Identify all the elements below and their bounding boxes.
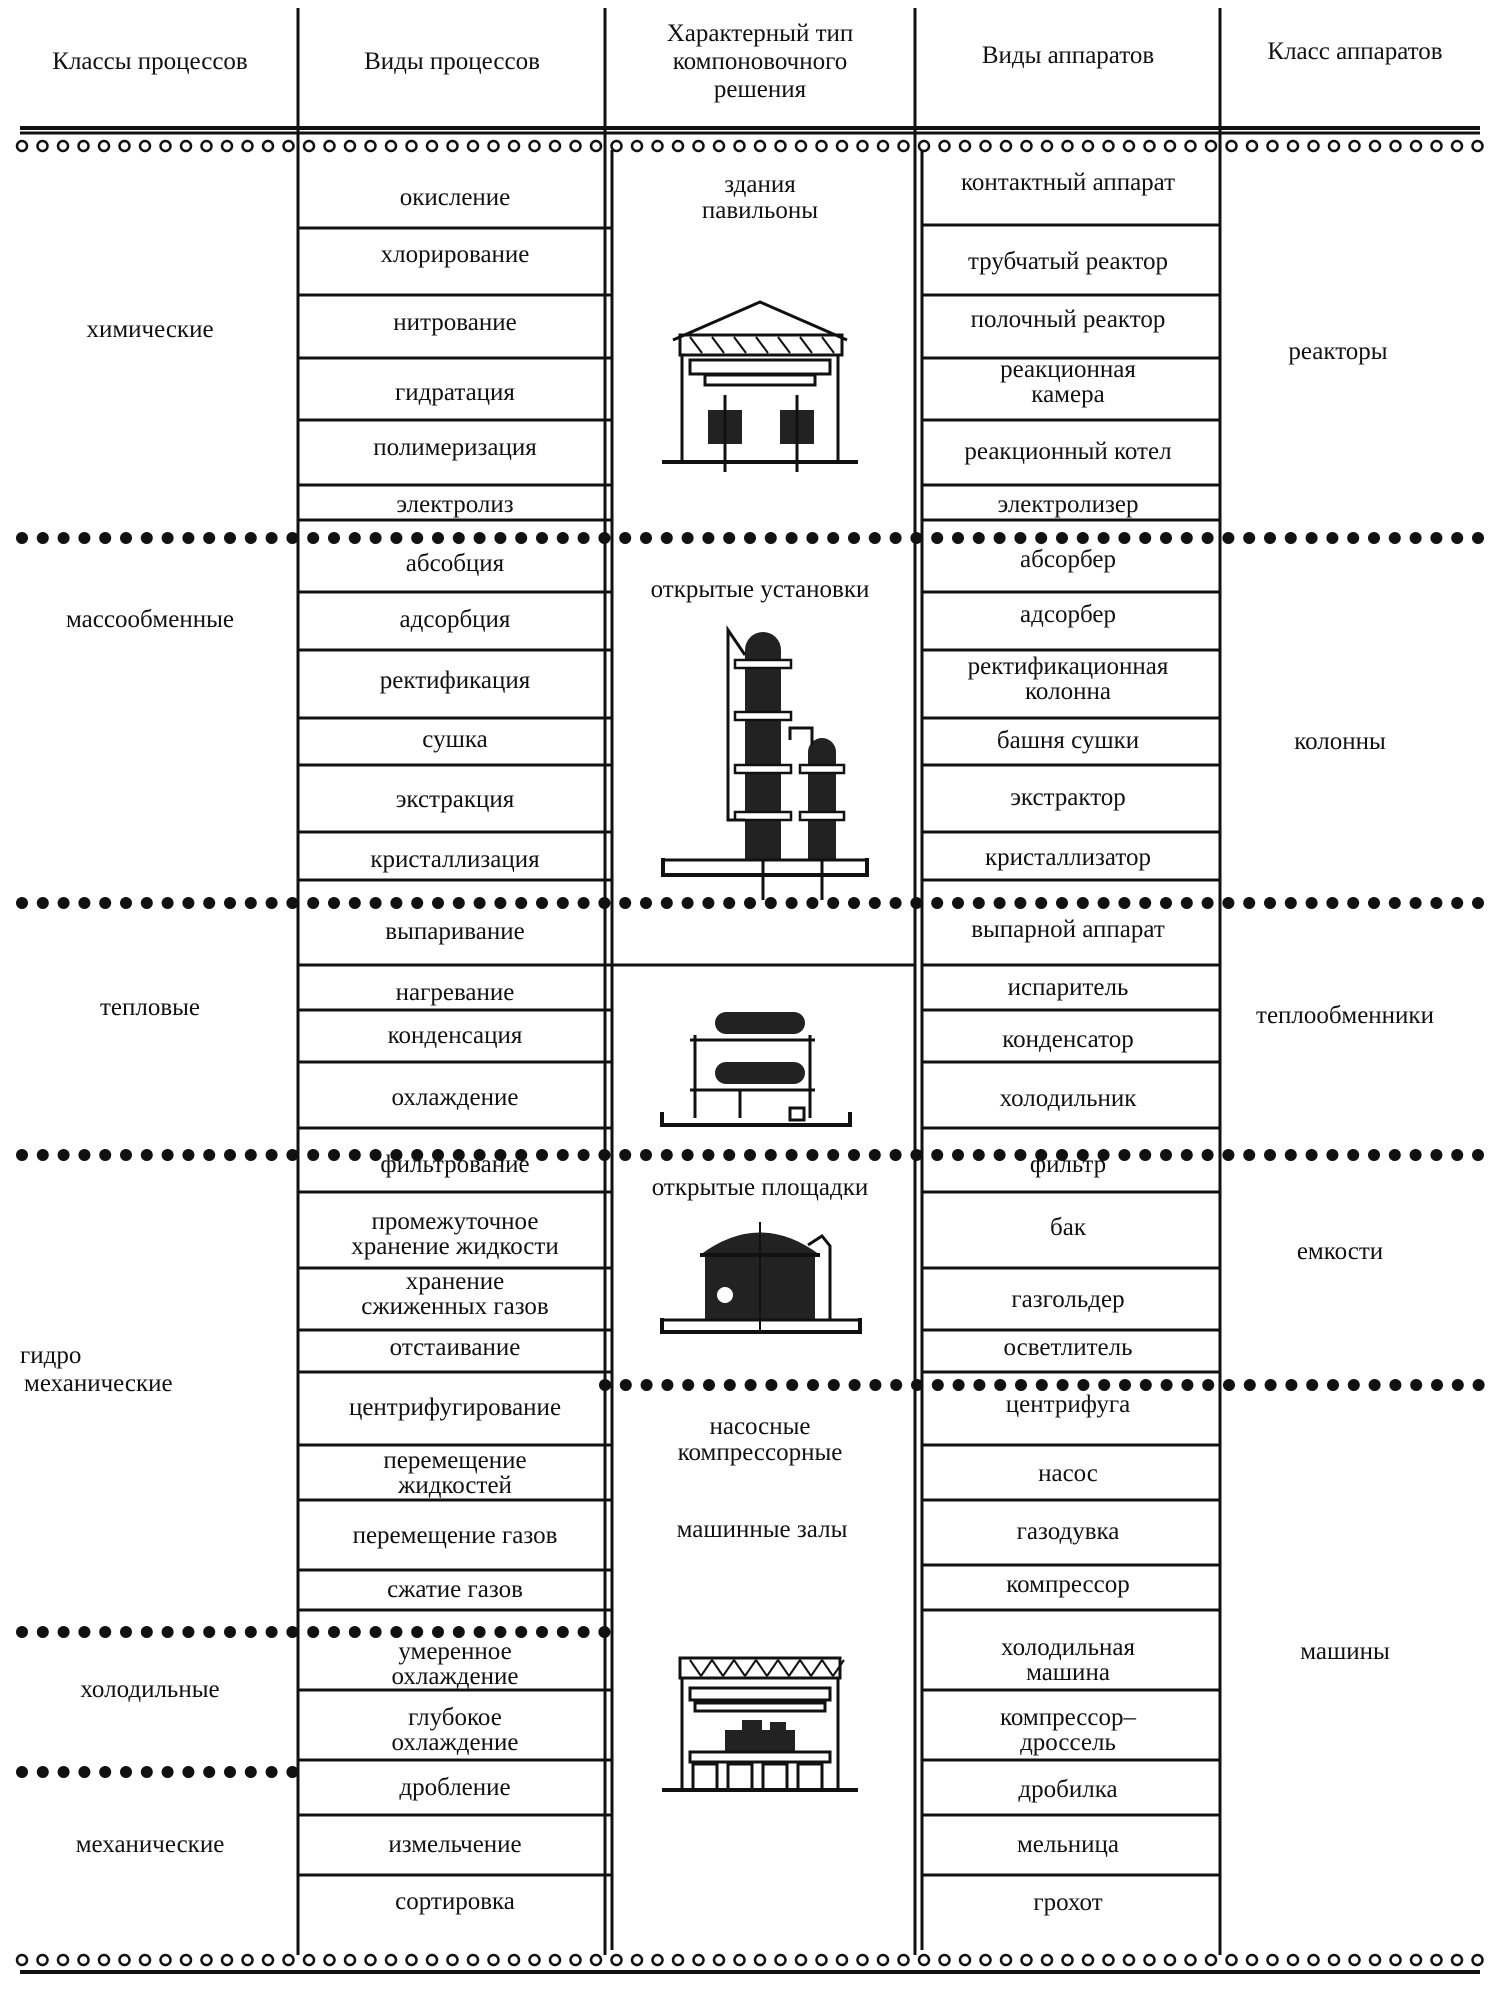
process-type-cell-line: электролиз — [396, 491, 514, 518]
process-type-cell — [285, 607, 625, 633]
process-type-cell-line: измельчение — [388, 1831, 522, 1858]
process-type-cell — [285, 310, 625, 336]
apparatus-type-cell-line: полочный реактор — [970, 306, 1166, 333]
apparatus-type-cell-line: абсорбер — [1020, 546, 1116, 573]
process-type-cell-line: дробление — [399, 1774, 511, 1801]
header-apparatus-class — [1185, 39, 1500, 65]
process-class-label — [0, 1832, 320, 1858]
apparatus-type-cell — [898, 492, 1238, 518]
header-apparatus-types-line: Виды аппаратов — [981, 42, 1155, 69]
apparatus-type-cell-line: трубчатый реактор — [967, 248, 1169, 275]
layout-type-label — [592, 1517, 932, 1543]
layout-type-label-line: компрессорные — [677, 1439, 843, 1466]
process-type-cell — [285, 492, 625, 518]
apparatus-type-cell-line: газодувка — [1016, 1518, 1120, 1545]
open-dot-row-top — [17, 141, 1483, 151]
apparatus-type-cell-line: бак — [1050, 1214, 1086, 1241]
process-type-cell-line: перемещение газов — [352, 1522, 558, 1549]
apparatus-type-cell-line: фильтр — [1029, 1151, 1107, 1178]
apparatus-type-cell-line: экстрактор — [1010, 784, 1126, 811]
apparatus-type-cell-line: испаритель — [1007, 974, 1129, 1001]
layout-type-label — [590, 1175, 930, 1201]
process-type-cell-line: перемещение — [383, 1447, 527, 1474]
process-type-cell-line: окисление — [399, 184, 511, 211]
process-type-cell-line: абсобция — [405, 550, 505, 577]
process-class-label — [20, 1342, 280, 1398]
process-type-cell — [285, 551, 625, 577]
process-type-cell — [285, 435, 625, 461]
process-class-label — [0, 607, 320, 633]
layout-type-label-line: здания — [724, 171, 796, 198]
process-type-cell — [285, 1269, 625, 1319]
process-type-cell — [285, 1832, 625, 1858]
process-type-cell-line: сортировка — [395, 1888, 515, 1915]
process-type-cell — [285, 980, 625, 1006]
process-type-cell — [285, 1395, 625, 1421]
process-type-cell-line: фильтрование — [380, 1151, 530, 1178]
apparatus-class-label-line: машины — [1300, 1638, 1390, 1665]
apparatus-class-label — [1175, 1639, 1500, 1665]
process-type-cell — [285, 1209, 625, 1259]
apparatus-type-cell-line: осветлитель — [1003, 1334, 1133, 1361]
apparatus-type-cell — [898, 1890, 1238, 1916]
layout-type-label — [590, 1414, 930, 1466]
apparatus-type-cell — [898, 1572, 1238, 1598]
process-type-cell-line: адсорбция — [399, 606, 511, 633]
apparatus-type-cell — [898, 1461, 1238, 1487]
process-type-cell-line: охлаждение — [391, 1663, 519, 1690]
process-type-cell — [285, 1775, 625, 1801]
apparatus-type-cell — [898, 1392, 1238, 1418]
process-class-label-line: тепловые — [99, 994, 201, 1021]
process-type-cell — [285, 847, 625, 873]
process-class-label-line: механические — [24, 1370, 173, 1397]
class-separator-dots — [16, 532, 1484, 544]
process-type-cell-line: глубокое — [408, 1704, 502, 1731]
process-type-cell — [285, 1889, 625, 1915]
header-layout-type-line: решения — [713, 76, 807, 103]
building-pavilion-icon — [662, 302, 858, 472]
apparatus-type-cell-line: мельница — [1016, 1831, 1120, 1858]
process-type-cell-line: сжатие газов — [387, 1576, 523, 1603]
layout-type-label-line: открытые установки — [650, 576, 870, 603]
apparatus-type-cell-line: холодильник — [999, 1085, 1137, 1112]
apparatus-type-cell-line: конденсатор — [1002, 1026, 1134, 1053]
process-type-cell — [285, 1152, 625, 1178]
process-class-label-line: массообменные — [66, 606, 234, 633]
process-type-cell-line: охлаждение — [391, 1084, 519, 1111]
process-type-cell — [285, 1023, 625, 1049]
apparatus-type-cell-line: машина — [1026, 1659, 1110, 1686]
process-type-cell — [285, 1085, 625, 1111]
gas-holder-tank-icon — [662, 1222, 860, 1332]
process-class-label — [0, 317, 320, 343]
process-type-cell — [285, 919, 625, 945]
apparatus-type-cell-line: реакционный котел — [964, 438, 1172, 465]
process-class-label — [0, 995, 320, 1021]
process-type-cell-line: нитрование — [393, 309, 517, 336]
apparatus-type-cell — [898, 249, 1238, 275]
apparatus-type-cell-line: холодильная — [1001, 1634, 1135, 1661]
apparatus-type-cell — [898, 547, 1238, 573]
process-type-cell-line: отстаивание — [389, 1334, 521, 1361]
process-type-cell-line: центрифугирование — [348, 1394, 562, 1421]
apparatus-type-cell — [898, 917, 1238, 943]
apparatus-type-cell — [898, 602, 1238, 628]
apparatus-type-cell-line: кристаллизатор — [985, 844, 1151, 871]
apparatus-type-cell — [898, 975, 1238, 1001]
apparatus-class-label — [1170, 729, 1500, 755]
apparatus-type-cell-line: грохот — [1033, 1889, 1103, 1916]
process-type-cell — [285, 1448, 625, 1498]
layout-type-label-line: насосные — [709, 1413, 811, 1440]
process-type-cell — [285, 1705, 625, 1755]
process-type-cell — [285, 1639, 625, 1689]
apparatus-type-cell — [898, 1027, 1238, 1053]
apparatus-type-cell-line: камера — [1031, 381, 1105, 408]
class-separator-dots — [16, 897, 1484, 909]
apparatus-class-label-line: реакторы — [1288, 338, 1388, 365]
process-type-cell — [285, 1523, 625, 1549]
apparatus-type-cell-line: дроссель — [1020, 1729, 1116, 1756]
layout-type-label-line: павильоны — [701, 197, 819, 224]
class-separator-dots — [599, 1379, 1485, 1391]
apparatus-type-cell-line: насос — [1038, 1460, 1098, 1487]
process-type-cell-line: хранение — [405, 1268, 505, 1295]
header-process-classes-line: Классы процессов — [52, 48, 248, 75]
apparatus-class-label-line: колонны — [1294, 728, 1386, 755]
process-type-cell-line: хлорирование — [380, 241, 530, 268]
layout-type-label-line: открытые площадки — [651, 1174, 869, 1201]
process-type-cell-line: кристаллизация — [370, 846, 540, 873]
process-type-cell-line: гидратация — [395, 379, 515, 406]
apparatus-type-cell-line: ректификационная — [967, 653, 1169, 680]
apparatus-type-cell — [898, 1777, 1238, 1803]
process-type-cell-line: экстракция — [395, 786, 515, 813]
header-layout-type-line: компоновочного — [672, 48, 848, 75]
apparatus-type-cell — [898, 1519, 1238, 1545]
class-separator-dots — [16, 1626, 610, 1638]
header-apparatus-class-line: Класс аппаратов — [1267, 38, 1443, 65]
apparatus-type-cell — [898, 1215, 1238, 1241]
process-type-cell — [285, 185, 625, 211]
layout-type-label — [590, 577, 930, 603]
apparatus-class-label — [1175, 1003, 1500, 1029]
process-type-cell — [285, 242, 625, 268]
process-type-cell-line: жидкостей — [398, 1472, 512, 1499]
apparatus-type-cell-line: компрессор– — [999, 1704, 1136, 1731]
process-type-cell-line: выпаривание — [385, 918, 525, 945]
apparatus-type-cell-line: башня сушки — [996, 727, 1140, 754]
layout-type-label-line: машинные залы — [676, 1516, 848, 1543]
apparatus-type-cell-line: центрифуга — [1005, 1391, 1131, 1418]
process-class-label-line: химические — [86, 316, 214, 343]
apparatus-type-cell — [898, 1832, 1238, 1858]
apparatus-type-cell — [898, 785, 1238, 811]
process-type-cell-line: умеренное — [398, 1638, 512, 1665]
apparatus-type-cell-line: выпарной аппарат — [971, 916, 1165, 943]
apparatus-class-label-line: теплообменники — [1256, 1002, 1434, 1029]
process-type-cell-line: ректификация — [379, 667, 531, 694]
process-type-cell-line: промежуточное — [371, 1208, 539, 1235]
class-separator-dots — [16, 1149, 1484, 1161]
heat-exchanger-stack-icon — [662, 1012, 850, 1125]
process-type-cell-line: конденсация — [387, 1022, 523, 1049]
process-type-cell-line: хранение жидкости — [351, 1233, 559, 1260]
apparatus-type-cell — [898, 1287, 1238, 1313]
apparatus-type-cell — [898, 1335, 1238, 1361]
apparatus-type-cell-line: контактный аппарат — [960, 169, 1176, 196]
apparatus-type-cell-line: реакционная — [1000, 356, 1136, 383]
process-type-cell — [285, 787, 625, 813]
apparatus-type-cell-line: колонна — [1025, 678, 1111, 705]
apparatus-type-cell — [898, 1086, 1238, 1112]
apparatus-class-label-line: емкости — [1296, 1238, 1384, 1265]
process-type-cell — [285, 380, 625, 406]
apparatus-type-cell — [898, 439, 1238, 465]
class-separator-dots — [16, 1766, 298, 1778]
header-layout-type-line: Характерный тип — [666, 20, 854, 47]
open-dot-row-bottom — [17, 1955, 1483, 1965]
distillation-columns-icon — [663, 630, 867, 900]
header-process-types — [282, 49, 622, 75]
layout-type-label — [590, 172, 930, 224]
apparatus-type-cell — [898, 845, 1238, 871]
apparatus-type-cell-line: электролизер — [997, 491, 1139, 518]
process-type-cell-line: охлаждение — [391, 1729, 519, 1756]
apparatus-type-cell-line: газгольдер — [1011, 1286, 1125, 1313]
apparatus-class-label — [1168, 339, 1500, 365]
process-class-label — [0, 1677, 320, 1703]
header-process-classes — [0, 49, 320, 75]
machine-hall-icon — [662, 1658, 858, 1790]
process-type-cell — [285, 668, 625, 694]
apparatus-type-cell — [898, 1705, 1238, 1755]
process-type-cell-line: полимеризация — [373, 434, 537, 461]
apparatus-type-cell-line: дробилка — [1018, 1776, 1118, 1803]
process-class-label-line: механические — [75, 1831, 225, 1858]
apparatus-class-label — [1170, 1239, 1500, 1265]
process-type-cell-line: нагревание — [395, 979, 515, 1006]
apparatus-type-cell-line: адсорбер — [1020, 601, 1116, 628]
process-type-cell — [285, 1577, 625, 1603]
process-type-cell — [285, 727, 625, 753]
header-process-types-line: Виды процессов — [364, 48, 540, 75]
apparatus-type-cell — [898, 170, 1238, 196]
process-type-cell-line: сжиженных газов — [361, 1293, 549, 1320]
apparatus-type-cell — [898, 1152, 1238, 1178]
apparatus-type-cell — [898, 307, 1238, 333]
apparatus-type-cell-line: компрессор — [1006, 1571, 1130, 1598]
header-layout-type — [590, 20, 930, 104]
process-type-cell — [285, 1335, 625, 1361]
process-type-cell-line: сушка — [422, 726, 488, 753]
process-class-label-line: холодильные — [80, 1676, 220, 1703]
process-class-label-line: гидро — [20, 1342, 82, 1369]
apparatus-type-cell — [898, 654, 1238, 704]
